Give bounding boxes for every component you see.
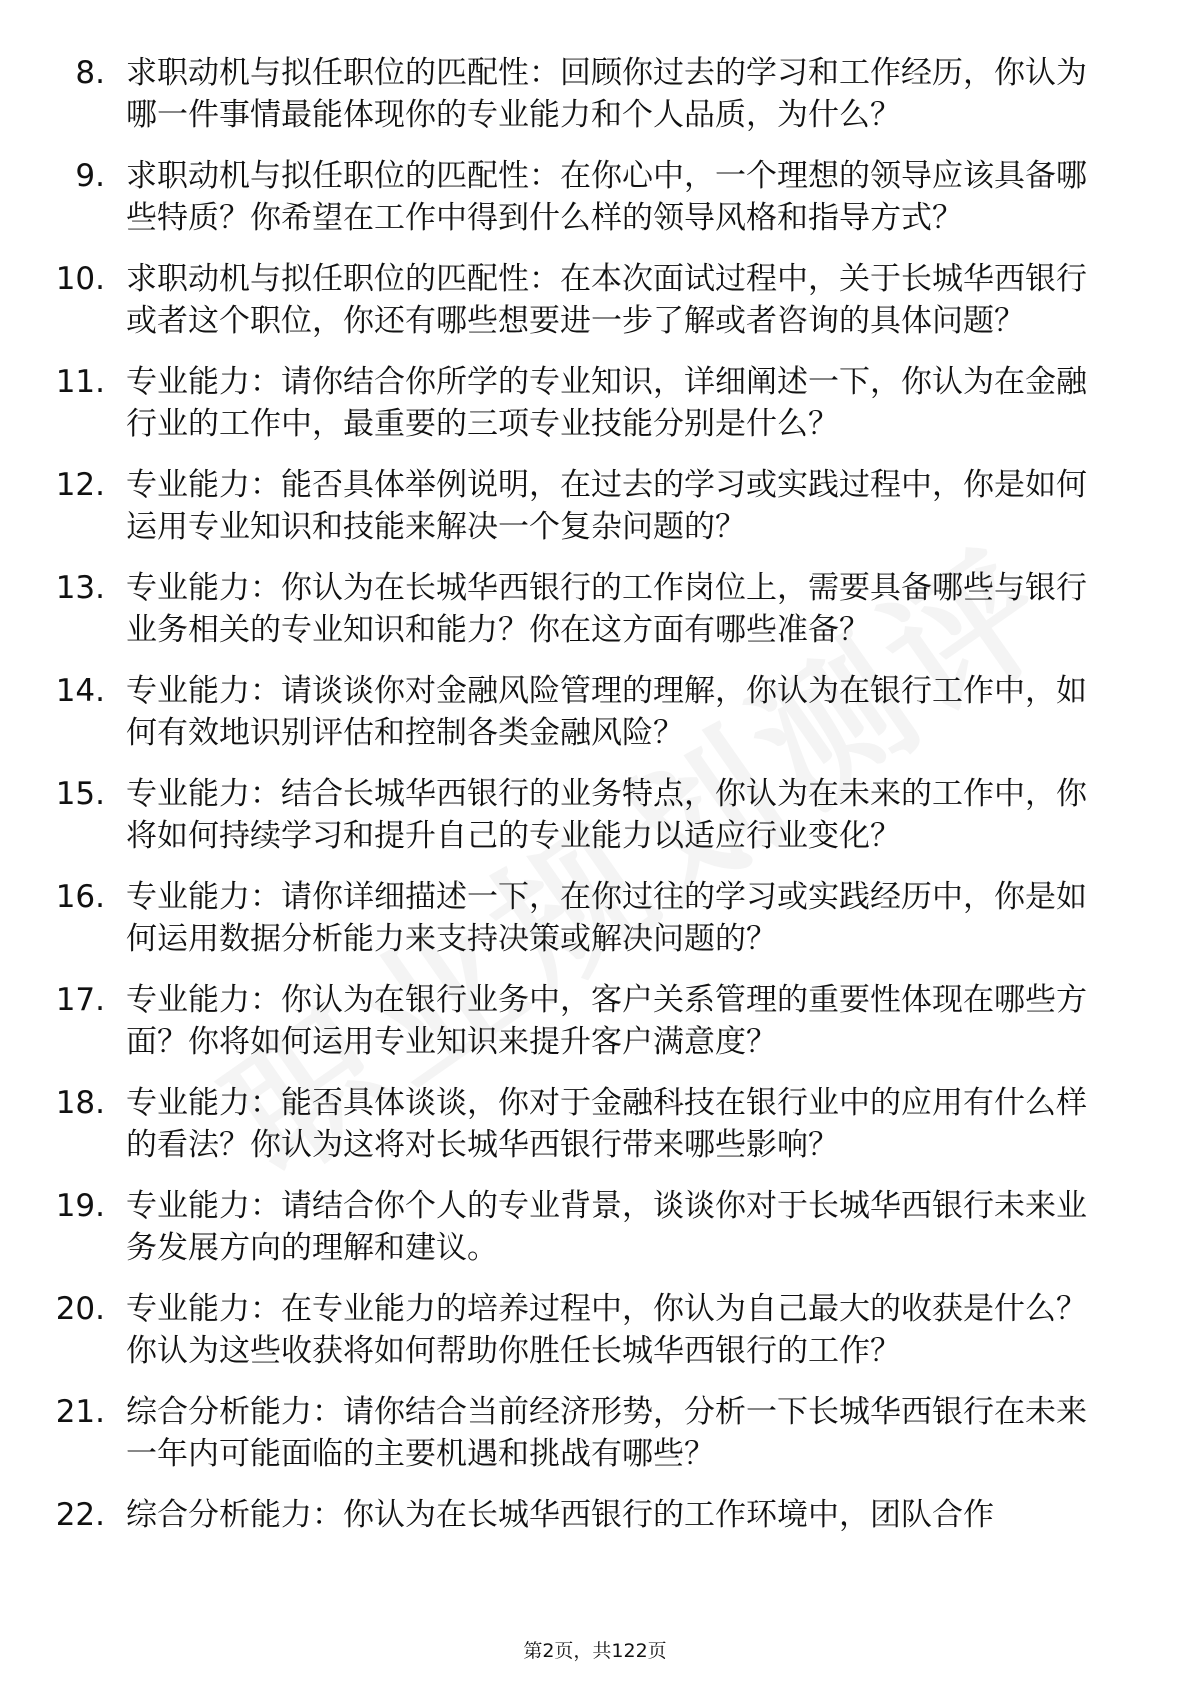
question-item: [0, 155, 1190, 239]
question-number: 21.: [55, 1394, 105, 1430]
question-item: [0, 979, 1190, 1063]
question-item: [0, 464, 1190, 548]
question-item: [0, 258, 1190, 342]
question-text: 专业能力：结合长城华西银行的业务特点，你认为在未来的工作中，你将如何持续学习和提升自己的专业能力以适应行业变化？: [126, 776, 1087, 854]
question-number: 15.: [55, 776, 105, 812]
question-number: 14.: [55, 673, 105, 709]
question-text: 求职动机与拟任职位的匹配性：在你心中，一个理想的领导应该具备哪些特质？你希望在工作中得到什么样的领导风格和指导方式？: [126, 158, 1087, 236]
page-footer: 第2页，共122页: [523, 1640, 667, 1662]
question-text: 专业能力：请谈谈你对金融风险管理的理解，你认为在银行工作中，如何有效地识别评估和控制各类金融风险？: [126, 673, 1087, 751]
question-text: 专业能力：请结合你个人的专业背景，谈谈你对于长城华西银行未来业务发展方向的理解和建议。: [126, 1188, 1087, 1266]
question-item: [0, 567, 1190, 651]
question-item: [0, 1288, 1190, 1372]
question-item: [0, 52, 1190, 136]
question-number: 22.: [55, 1497, 105, 1533]
question-number: 10.: [55, 261, 105, 297]
question-item: [0, 1494, 1190, 1536]
question-number: 11.: [55, 364, 105, 400]
question-text: 专业能力：在专业能力的培养过程中，你认为自己最大的收获是什么？你认为这些收获将如何帮助你胜任长城华西银行的工作？: [126, 1291, 1087, 1369]
question-text: 专业能力：能否具体举例说明，在过去的学习或实践过程中，你是如何运用专业知识和技能来解决一个复杂问题的？: [126, 467, 1087, 545]
question-item: [0, 670, 1190, 754]
question-text: 专业能力：你认为在长城华西银行的工作岗位上，需要具备哪些与银行业务相关的专业知识和能力？你在这方面有哪些准备？: [126, 570, 1087, 648]
question-number: 19.: [55, 1188, 105, 1224]
question-text: 专业能力：请你结合你所学的专业知识，详细阐述一下，你认为在金融行业的工作中，最重要的三项专业技能分别是什么？: [126, 364, 1087, 442]
question-text: 专业能力：请你详细描述一下，在你过往的学习或实践经历中，你是如何运用数据分析能力来支持决策或解决问题的？: [126, 879, 1087, 957]
question-item: [0, 1185, 1190, 1269]
question-number: 12.: [55, 467, 105, 503]
question-number: 8.: [75, 55, 105, 91]
question-number: 18.: [55, 1085, 105, 1121]
question-list: [0, 52, 1190, 1555]
question-text: 综合分析能力：请你结合当前经济形势，分析一下长城华西银行在未来一年内可能面临的主要机遇和挑战有哪些？: [126, 1394, 1087, 1472]
question-text: 求职动机与拟任职位的匹配性：回顾你过去的学习和工作经历，你认为哪一件事情最能体现你的专业能力和个人品质，为什么？: [126, 55, 1087, 133]
question-number: 16.: [55, 879, 105, 915]
question-text: 综合分析能力：你认为在长城华西银行的工作环境中，团队合作: [126, 1497, 994, 1533]
question-item: [0, 361, 1190, 445]
question-item: [0, 1391, 1190, 1475]
question-text: 求职动机与拟任职位的匹配性：在本次面试过程中，关于长城华西银行或者这个职位，你还有哪些想要进一步了解或者咨询的具体问题？: [126, 261, 1087, 339]
question-text: 专业能力：你认为在银行业务中，客户关系管理的重要性体现在哪些方面？你将如何运用专业知识来提升客户满意度？: [126, 982, 1087, 1060]
question-item: [0, 1082, 1190, 1166]
question-number: 13.: [55, 570, 105, 606]
question-item: [0, 876, 1190, 960]
question-number: 17.: [55, 982, 105, 1018]
question-number: 20.: [55, 1291, 105, 1327]
question-text: 专业能力：能否具体谈谈，你对于金融科技在银行业中的应用有什么样的看法？你认为这将对长城华西银行带来哪些影响？: [126, 1085, 1087, 1163]
question-item: [0, 773, 1190, 857]
question-number: 9.: [75, 158, 105, 194]
